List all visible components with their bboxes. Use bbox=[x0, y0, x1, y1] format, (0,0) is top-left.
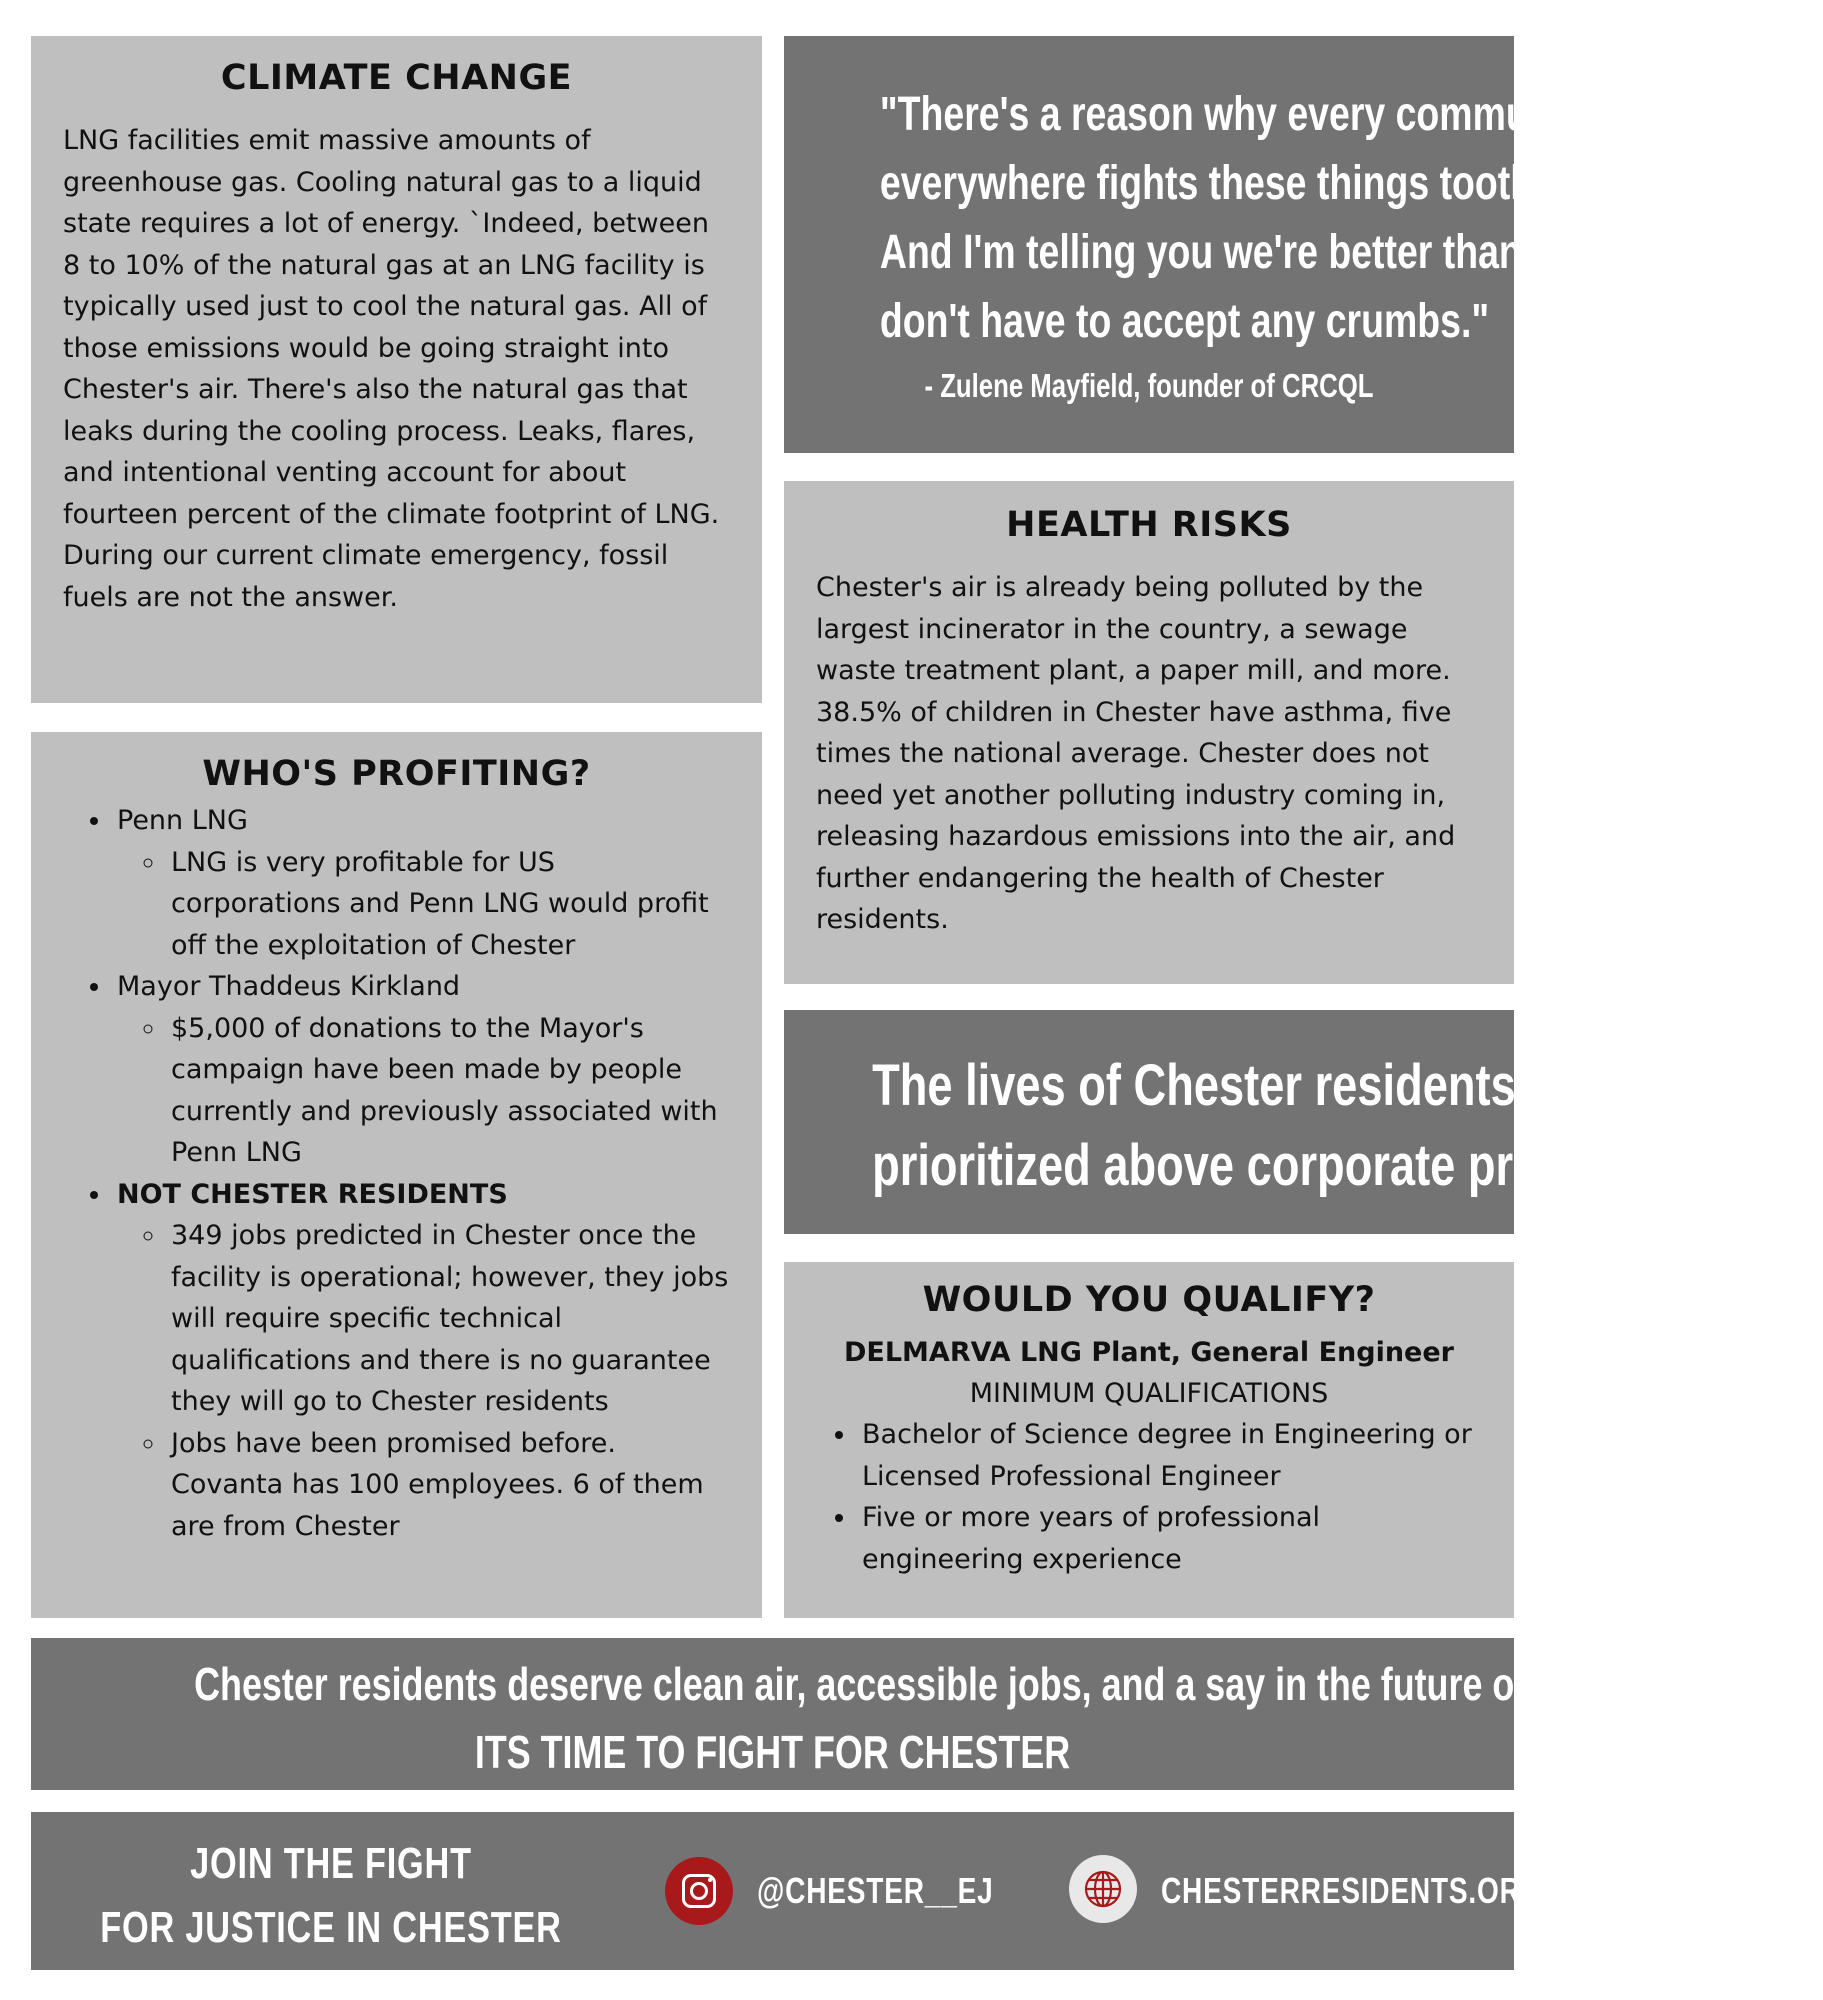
quote-line: don't have to accept any crumbs." bbox=[879, 295, 1490, 348]
website-link[interactable]: CHESTERRESIDENTS.ORG bbox=[1161, 1870, 1544, 1911]
whos-profiting-panel bbox=[31, 732, 762, 1618]
sub-list-item: ◦ Jobs have been promised before. Covanta has 100 employees. 6 of them are from Chester bbox=[167, 1423, 732, 1548]
list-item-label: Penn LNG bbox=[117, 805, 248, 836]
instagram-handle[interactable]: @CHESTER__EJ bbox=[757, 1870, 994, 1911]
climate-change-heading: CLIMATE CHANGE bbox=[220, 58, 573, 98]
sub-list bbox=[117, 1008, 732, 1174]
health-risks-panel bbox=[784, 481, 1514, 984]
quote-attribution: - Zulene Mayfield, founder of CRCQL bbox=[924, 367, 1374, 404]
sub-list-item: ◦ LNG is very profitable for US corporations and Penn LNG would profit off the exploitation of Chester bbox=[167, 842, 732, 967]
list-item: • Bachelor of Science degree in Engineering or Licensed Professional Engineer bbox=[858, 1414, 1484, 1497]
qualify-heading: WOULD YOU QUALIFY? bbox=[922, 1280, 1376, 1320]
banner-line: Chester residents deserve clean air, accessible jobs, and a say in the future of their community. bbox=[194, 1658, 1823, 1710]
quote-panel bbox=[784, 36, 1696, 453]
sub-list bbox=[117, 842, 732, 967]
list-item-label: NOT CHESTER RESIDENTS bbox=[117, 1178, 508, 1210]
health-risks-heading: HEALTH RISKS bbox=[1006, 505, 1292, 545]
quote-line: "There's a reason why every community bbox=[879, 88, 1596, 141]
whos-profiting-heading: WHO'S PROFITING? bbox=[202, 754, 591, 794]
profiting-list bbox=[79, 800, 732, 1547]
lives-line: The lives of Chester residents must be bbox=[872, 1053, 1702, 1118]
health-risks-text: Chester's air is already being polluted by the largest incinerator in the country, a sewage waste treatment plant, a paper mill, and more. 38.5% of children in Chester have asthma, five times the national average. Chester does not need yet another polluting industry coming in, releasing hazardous emissions into the air, and further endangering the health of Chester residents. bbox=[816, 572, 1456, 935]
quote-line: And I'm telling you we're better than that. We bbox=[879, 226, 1678, 279]
qualifications-list bbox=[814, 1414, 1484, 1580]
qualify-panel bbox=[784, 1262, 1514, 1618]
lives-line: prioritized above corporate profit bbox=[872, 1133, 1584, 1198]
quote-line: everywhere fights these things tooth and nail. bbox=[879, 157, 1696, 210]
list-item bbox=[113, 800, 732, 966]
instagram-icon[interactable] bbox=[665, 1857, 733, 1925]
join-line: FOR JUSTICE IN CHESTER bbox=[100, 1903, 562, 1952]
qualifications-subheading: MINIMUM QUALIFICATIONS bbox=[969, 1378, 1329, 1409]
lives-panel bbox=[784, 1010, 1702, 1234]
list-item: • Five or more years of professional engineering experience bbox=[858, 1497, 1484, 1580]
join-the-fight bbox=[31, 1832, 631, 1960]
globe-icon[interactable] bbox=[1069, 1855, 1137, 1923]
footer bbox=[31, 1812, 1544, 1970]
sub-list-item: ◦ 349 jobs predicted in Chester once the facility is operational; however, they jobs will require specific technical qualifications and there is no guarantee they will go to Chester residents bbox=[167, 1215, 732, 1423]
banner-line: ITS TIME TO FIGHT FOR CHESTER bbox=[474, 1726, 1071, 1778]
sub-list-item: ◦ $5,000 of donations to the Mayor's campaign have been made by people currently and previously associated with Penn LNG bbox=[167, 1008, 732, 1174]
list-item-label: Mayor Thaddeus Kirkland bbox=[117, 971, 461, 1002]
join-line: JOIN THE FIGHT bbox=[190, 1839, 472, 1888]
call-to-action-banner bbox=[31, 1638, 1823, 1790]
climate-change-panel bbox=[31, 36, 762, 703]
climate-change-text: LNG facilities emit massive amounts of greenhouse gas. Cooling natural gas to a liquid state requires a lot of energy. `Indeed, between 8 to 10% of the natural gas at an LNG facility is typically used just to cool the natural gas. All of those emissions would be going straight into Chester's air. There's also the natural gas that leaks during the cooling process. Leaks, flares, and intentional venting account for about fourteen percent of the climate footprint of LNG. During our current climate emergency, fossil fuels are not the answer. bbox=[63, 125, 720, 613]
list-item bbox=[113, 1174, 732, 1548]
sub-list bbox=[117, 1215, 732, 1547]
list-item bbox=[113, 966, 732, 1174]
position-title: DELMARVA LNG Plant, General Engineer bbox=[844, 1337, 1454, 1368]
